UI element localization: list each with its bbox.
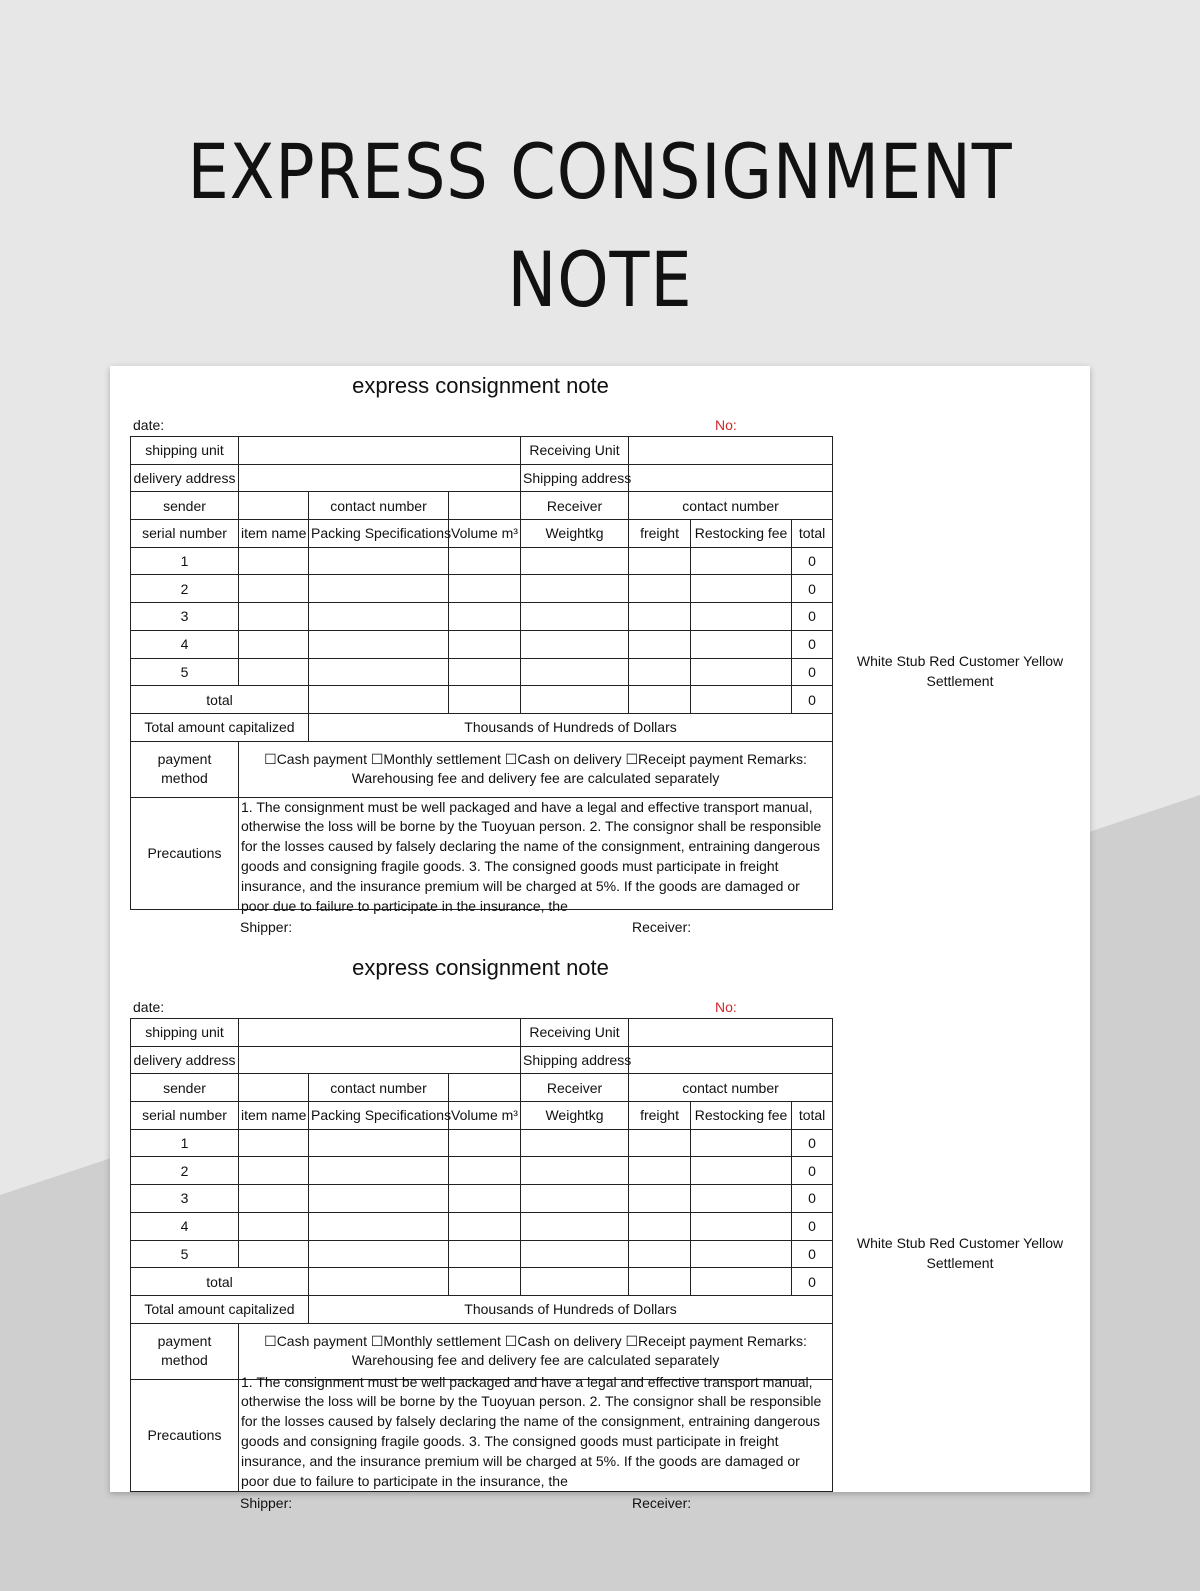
shipping-unit-field[interactable] [239, 437, 521, 465]
shipper-signature-label: Shipper: [240, 919, 293, 935]
packing-cell[interactable] [309, 547, 449, 575]
table-row [131, 630, 833, 658]
restocking-cell[interactable] [691, 1240, 792, 1268]
volume-cell[interactable] [449, 658, 521, 686]
packing-cell[interactable] [309, 658, 449, 686]
row-total-cell: 0 [792, 603, 833, 631]
item-cell[interactable] [239, 1157, 309, 1185]
receiving-unit-label: Receiving Unit [521, 1019, 629, 1047]
date-label: date: [133, 999, 165, 1015]
row-total-cell: 0 [792, 1212, 833, 1240]
weight-cell[interactable] [521, 547, 629, 575]
restocking-cell[interactable] [691, 1185, 792, 1213]
receiving-unit-field[interactable] [629, 437, 833, 465]
packing-cell[interactable] [309, 1129, 449, 1157]
shipping-address-label: Shipping address [521, 1046, 629, 1074]
table-row [131, 1240, 833, 1268]
weight-cell[interactable] [521, 1212, 629, 1240]
column-header: freight [629, 1102, 691, 1130]
item-cell[interactable] [239, 575, 309, 603]
row-total-cell: 0 [792, 575, 833, 603]
item-cell[interactable] [239, 630, 309, 658]
consignment-note-1 [130, 366, 1074, 935]
packing-cell[interactable] [309, 1240, 449, 1268]
item-cell[interactable] [239, 1240, 309, 1268]
restocking-cell[interactable] [691, 630, 792, 658]
restocking-cell[interactable] [691, 1157, 792, 1185]
column-header: serial number [131, 1102, 239, 1130]
table-row [131, 575, 833, 603]
restocking-cell[interactable] [691, 658, 792, 686]
shipping-unit-label: shipping unit [131, 437, 239, 465]
item-cell[interactable] [239, 658, 309, 686]
serial-cell: 4 [131, 630, 239, 658]
number-label: No: [715, 999, 737, 1015]
freight-cell[interactable] [629, 603, 691, 631]
column-header: Weightkg [521, 1102, 629, 1130]
table-row [131, 1157, 833, 1185]
freight-cell[interactable] [629, 1185, 691, 1213]
packing-cell[interactable] [309, 1185, 449, 1213]
table-row [131, 547, 833, 575]
consignment-table [130, 1018, 833, 1492]
blank-cell [629, 1268, 691, 1296]
table-row [131, 1129, 833, 1157]
shipping-address-label: Shipping address [521, 464, 629, 492]
weight-cell[interactable] [521, 1129, 629, 1157]
serial-cell: 3 [131, 1185, 239, 1213]
volume-cell[interactable] [449, 630, 521, 658]
restocking-cell[interactable] [691, 1129, 792, 1157]
receiver-label: Receiver [521, 1074, 629, 1102]
receiver-label: Receiver [521, 492, 629, 520]
volume-cell[interactable] [449, 1129, 521, 1157]
table-row [131, 658, 833, 686]
blank-cell [691, 686, 792, 714]
serial-cell: 5 [131, 1240, 239, 1268]
serial-cell: 2 [131, 1157, 239, 1185]
shipping-address-field[interactable] [629, 1046, 833, 1074]
receiver-signature-label: Receiver: [632, 919, 692, 935]
serial-cell: 5 [131, 658, 239, 686]
serial-cell: 4 [131, 1212, 239, 1240]
row-total-cell: 0 [792, 630, 833, 658]
consignment-note-2 [130, 948, 1074, 1511]
row-total-cell: 0 [792, 658, 833, 686]
column-header: freight [629, 520, 691, 548]
row-total-cell: 0 [792, 1129, 833, 1157]
serial-cell: 1 [131, 547, 239, 575]
copy-distribution-note: White Stub Red Customer Yellow Settlement [856, 653, 1064, 689]
column-header: Volume m³ [449, 520, 521, 548]
freight-cell[interactable] [629, 1157, 691, 1185]
payment-method-label: payment method [131, 1323, 239, 1379]
column-header: Restocking fee [691, 520, 792, 548]
precautions-text: 1. The consignment must be well packaged and have a legal and effective transport manual, otherwise the loss will be borne by the Tuoyuan person. 2. The consignor shall be responsible for the losses caused by falsely declaring the name of the consignment, entraining dangerous goods and consigning fragile goods. 3. The consigned goods must participate in freight insurance, and the insurance premium will be charged at 5%. If the goods are damaged or poor due to failure to participate in the insurance, the [241, 1373, 822, 1489]
document-sheet [110, 366, 1090, 1511]
precautions-cell [239, 797, 833, 914]
row-total-cell: 0 [792, 1157, 833, 1185]
page-title: EXPRESS CONSIGNMENT NOTE [187, 127, 1013, 324]
column-header-row [131, 520, 833, 548]
sender-contact-field[interactable] [449, 1074, 521, 1102]
sender-label: sender [131, 492, 239, 520]
packing-cell[interactable] [309, 575, 449, 603]
volume-cell[interactable] [449, 1212, 521, 1240]
item-cell[interactable] [239, 603, 309, 631]
freight-cell[interactable] [629, 630, 691, 658]
column-header: Restocking fee [691, 1102, 792, 1130]
weight-cell[interactable] [521, 630, 629, 658]
total-label: total [131, 1268, 309, 1296]
blank-cell [521, 686, 629, 714]
shipping-unit-label: shipping unit [131, 1019, 239, 1047]
blank-cell [629, 686, 691, 714]
row-total-cell: 0 [792, 1240, 833, 1268]
delivery-address-field[interactable] [239, 464, 521, 492]
packing-cell[interactable] [309, 603, 449, 631]
column-header: Packing Specifications [309, 1102, 449, 1130]
freight-cell[interactable] [629, 547, 691, 575]
restocking-cell[interactable] [691, 547, 792, 575]
weight-cell[interactable] [521, 1157, 629, 1185]
column-header: item name [239, 520, 309, 548]
blank-cell [691, 1268, 792, 1296]
sender-contact-field[interactable] [449, 492, 521, 520]
total-row [131, 686, 833, 714]
total-row [131, 1268, 833, 1296]
table-row [131, 1185, 833, 1213]
table-row [131, 1212, 833, 1240]
column-header: total [792, 1102, 833, 1130]
packing-cell[interactable] [309, 1212, 449, 1240]
consignment-table [130, 436, 833, 914]
table-row [131, 603, 833, 631]
sender-contact-label: contact number [309, 1074, 449, 1102]
date-label: date: [133, 417, 165, 433]
volume-cell[interactable] [449, 1157, 521, 1185]
shipping-address-field[interactable] [629, 464, 833, 492]
packing-cell[interactable] [309, 630, 449, 658]
column-header: Volume m³ [449, 1102, 521, 1130]
volume-cell[interactable] [449, 547, 521, 575]
freight-cell[interactable] [629, 575, 691, 603]
note-title: express consignment note [352, 373, 609, 398]
delivery-address-label: delivery address [131, 1046, 239, 1074]
weight-cell[interactable] [521, 575, 629, 603]
sender-label: sender [131, 1074, 239, 1102]
delivery-address-field[interactable] [239, 1046, 521, 1074]
note-title: express consignment note [352, 955, 609, 980]
restocking-cell[interactable] [691, 575, 792, 603]
column-header-row [131, 1102, 833, 1130]
precautions-cell [239, 1373, 833, 1491]
item-cell[interactable] [239, 1185, 309, 1213]
column-header: Packing Specifications [309, 520, 449, 548]
total-amount-capitalized-label: Total amount capitalized [131, 1295, 309, 1323]
amount-units: Thousands of Hundreds of Dollars [309, 1295, 833, 1323]
row-total-cell: 0 [792, 547, 833, 575]
weight-cell[interactable] [521, 658, 629, 686]
blank-cell [309, 686, 449, 714]
blank-cell [449, 1268, 521, 1296]
precautions-label: Precautions [131, 797, 239, 909]
grand-total-cell: 0 [792, 686, 833, 714]
blank-cell [309, 1268, 449, 1296]
freight-cell[interactable] [629, 1240, 691, 1268]
sender-contact-label: contact number [309, 492, 449, 520]
payment-options[interactable]: ☐Cash payment ☐Monthly settlement ☐Cash on delivery ☐Receipt payment Remarks: Warehousing fee and delivery fee are calculated separately [239, 741, 833, 797]
precautions-label: Precautions [131, 1379, 239, 1491]
packing-cell[interactable] [309, 1157, 449, 1185]
shipping-unit-field[interactable] [239, 1019, 521, 1047]
receiver-contact-label: contact number [629, 492, 833, 520]
total-amount-capitalized-label: Total amount capitalized [131, 713, 309, 741]
number-label: No: [715, 417, 737, 433]
row-total-cell: 0 [792, 1185, 833, 1213]
column-header: serial number [131, 520, 239, 548]
grand-total-cell: 0 [792, 1268, 833, 1296]
weight-cell[interactable] [521, 1240, 629, 1268]
serial-cell: 1 [131, 1129, 239, 1157]
precautions-text: 1. The consignment must be well packaged and have a legal and effective transport manual, otherwise the loss will be borne by the Tuoyuan person. 2. The consignor shall be responsible for the losses caused by falsely declaring the name of the consignment, entraining dangerous goods and consigning fragile goods. 3. The consigned goods must participate in freight insurance, and the insurance premium will be charged at 5%. If the goods are damaged or poor due to failure to participate in the insurance, the [241, 798, 822, 914]
restocking-cell[interactable] [691, 603, 792, 631]
item-cell[interactable] [239, 1212, 309, 1240]
volume-cell[interactable] [449, 1185, 521, 1213]
column-header: total [792, 520, 833, 548]
total-label: total [131, 686, 309, 714]
weight-cell[interactable] [521, 1185, 629, 1213]
receiving-unit-label: Receiving Unit [521, 437, 629, 465]
copy-distribution-note: White Stub Red Customer Yellow Settlement [856, 1235, 1064, 1271]
weight-cell[interactable] [521, 603, 629, 631]
payment-method-label: payment method [131, 741, 239, 797]
sender-field[interactable] [239, 1074, 309, 1102]
column-header: item name [239, 1102, 309, 1130]
receiver-contact-label: contact number [629, 1074, 833, 1102]
amount-units: Thousands of Hundreds of Dollars [309, 713, 833, 741]
sender-field[interactable] [239, 492, 309, 520]
blank-cell [521, 1268, 629, 1296]
payment-options[interactable]: ☐Cash payment ☐Monthly settlement ☐Cash on delivery ☐Receipt payment Remarks: Warehousing fee and delivery fee are calculated separately [239, 1323, 833, 1379]
item-cell[interactable] [239, 1129, 309, 1157]
volume-cell[interactable] [449, 575, 521, 603]
delivery-address-label: delivery address [131, 464, 239, 492]
receiving-unit-field[interactable] [629, 1019, 833, 1047]
volume-cell[interactable] [449, 603, 521, 631]
freight-cell[interactable] [629, 1129, 691, 1157]
restocking-cell[interactable] [691, 1212, 792, 1240]
shipper-signature-label: Shipper: [240, 1495, 293, 1511]
volume-cell[interactable] [449, 1240, 521, 1268]
column-header: Weightkg [521, 520, 629, 548]
blank-cell [449, 686, 521, 714]
freight-cell[interactable] [629, 1212, 691, 1240]
item-cell[interactable] [239, 547, 309, 575]
serial-cell: 2 [131, 575, 239, 603]
freight-cell[interactable] [629, 658, 691, 686]
receiver-signature-label: Receiver: [632, 1495, 692, 1511]
serial-cell: 3 [131, 603, 239, 631]
